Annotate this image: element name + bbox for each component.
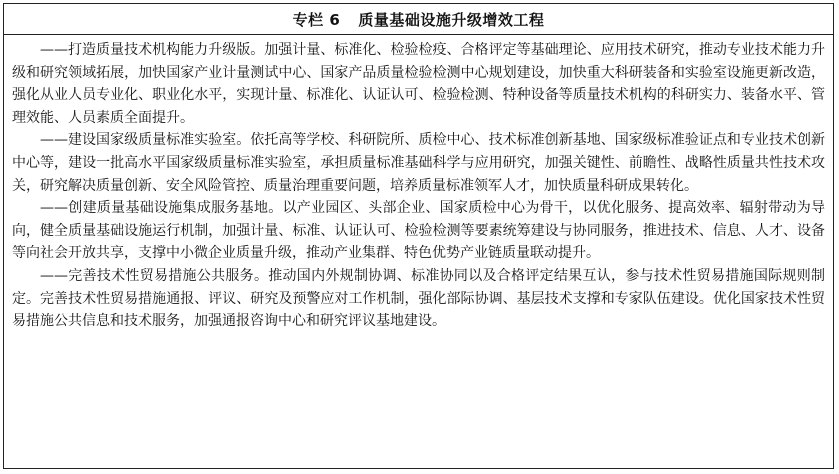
column-box: [3, 3, 834, 469]
column-header: [4, 4, 833, 35]
paragraph-trade-measures: ——完善技术性贸易措施公共服务。推动国内外规制协调、标准协同以及合格评定结果互认，参与技术性贸易措施国际规则制定。完善技术性贸易措施通报、评议、研究及预警应对工作机制，强化部际协调、基层技术支撑和专家队伍建设。优化国家技术性贸易措施公共信息和技术服务，加强通报咨询中心和研究评议基地建设。: [12, 267, 825, 330]
column-label: 专栏 6: [292, 10, 341, 29]
column-title: 质量基础设施升级增效工程: [358, 10, 545, 29]
paragraph-service-bases: ——创建质量基础设施集成服务基地。以产业园区、头部企业、国家质检中心为骨干，以优化服务、提高效率、辐射带动为导向，健全质量基础设施运行机制，加强计量、标准、认证认可、检验检测等要素统筹建设与协同服务，推进技术、信息、人才、设备等向社会开放共享，支撑中小微企业质量升级，推动产业集群、特色优势产业链质量联动提升。: [12, 200, 825, 262]
paragraph-quality-institutions: ——打造质量技术机构能力升级版。加强计量、标准化、检验检疫、合格评定等基础理论、应用技术研究，推动专业技术能力升级和研究领域拓展，加快国家产业计量测试中心、国家产品质量检验检测中心规划建设，加快重大科研装备和实验室设施更新改造，强化从业人员专业化、职业化水平，实现计量、标准化、认证认可、检验检测、特种设备等质量技术机构的科研实力、装备水平、管理效能、人员素质全面提升。: [12, 42, 825, 126]
column-body: [4, 35, 833, 333]
paragraph-standard-labs: ——建设国家级质量标准实验室。依托高等学校、科研院所、质检中心、技术标准创新基地、国家级标准验证点和专业技术创新中心等，建设一批高水平国家级质量标准实验室，承担质量标准基础科学与应用研究，加强关键性、前瞻性、战略性质量共性技术攻关，研究解决质量创新、安全风险管控、质量治理重要问题，培养质量标准领军人才，加快质量科研成果转化。: [12, 132, 825, 194]
